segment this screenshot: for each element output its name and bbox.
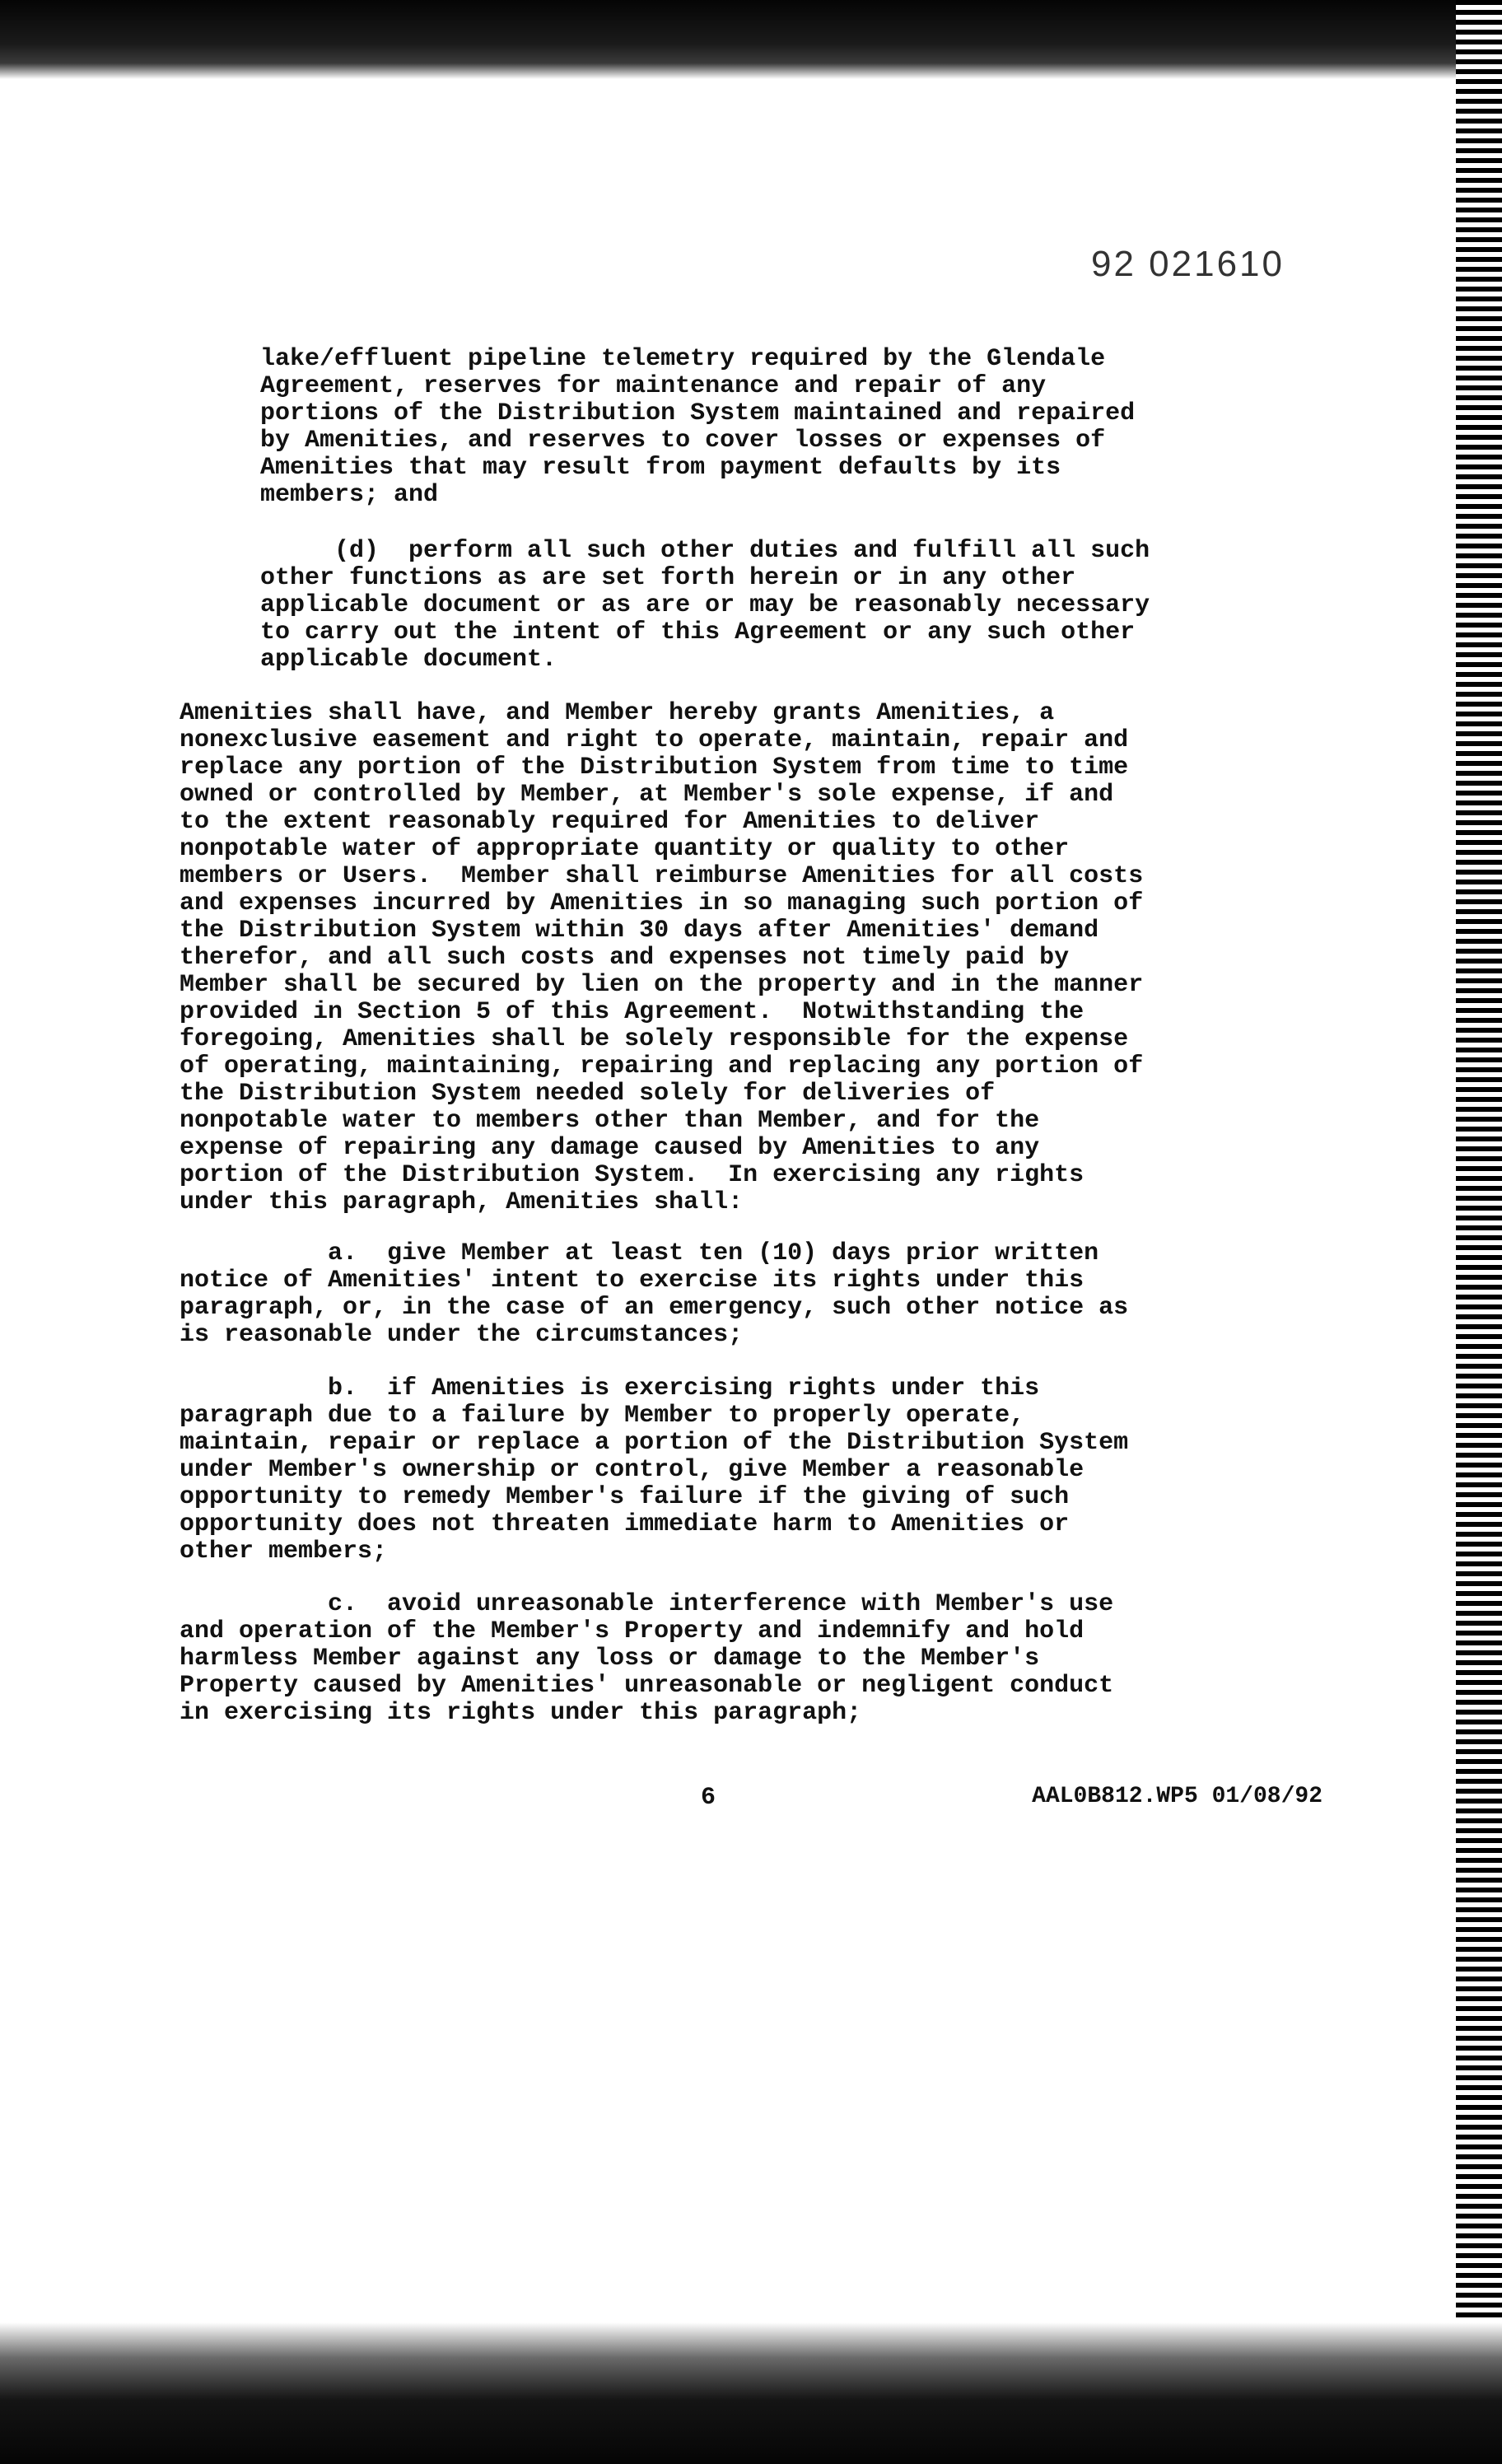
easement-paragraph: Amenities shall have, and Member hereby grants Amenities, a nonexclusive easement and right to operate, maintain, repair and replace any portion of the Distribution System from time to time owned or controlled by Member, at Member's sole expense, if and to the extent reasonably required for Amenities to deliver nonpotable water of appropriate quantity or quality to other members or Users. Member shall reimburse Amenities for all costs and expenses incurred by Amenities in so managing such portion of the Distribution System within 30 days after Amenities' demand therefor, and all such costs and expenses not timely paid by Member shall be secured by lien on the property and in the manner provided in Section 5 of this Agreement. Notwithstanding the foregoing, Amenities shall be solely responsible for the expense of operating, maintaining, repairing and replacing any portion of the Distribution System needed solely for deliveries of nonpotable water to members other than Member, and for the expense of repairing any damage caused by Amenities to any portion of the Distribution System. In exercising any rights under this paragraph, Amenities shall: bbox=[180, 699, 1144, 1216]
paragraph-c-continued: lake/effluent pipeline telemetry required by the Glendale Agreement, reserves for maintenance and repair of any portions of the Distribution System maintained and repaired by Amenities, and reserves to cover losses or expenses of Amenities that may result from payment defaults by its members; and bbox=[260, 345, 1136, 509]
list-item-b: b. if Amenities is exercising rights under this paragraph due to a failure by Member to properly operate, maintain, repair or replace a portion of the Distribution System under Member's ownership or control, give Member a reasonable opportunity to remedy Member's failure if the giving of such opportunity does not threaten immediate harm to Amenities or other members; bbox=[180, 1374, 1129, 1566]
page-number: 6 bbox=[700, 1784, 716, 1812]
list-item-a: a. give Member at least ten (10) days prior written notice of Amenities' intent to exercise its rights under this paragraph, or, in the case of an emergency, such other notice as is reasonable under the circumstances; bbox=[180, 1239, 1129, 1349]
document-reference: AAL0B812.WP5 01/08/92 bbox=[1032, 1784, 1322, 1809]
list-item-c: c. avoid unreasonable interference with Member's use and operation of the Member's Property and indemnify and hold harmless Member against any loss or damage to the Member's Property caused by Amenities' unreasonable or negligent conduct in exercising its rights under this paragraph; bbox=[180, 1590, 1114, 1727]
scan-border-bottom bbox=[0, 2322, 1502, 2464]
scan-border-top bbox=[0, 0, 1502, 79]
paragraph-d: (d) perform all such other duties and fulfill all such other functions as are set forth herein or in any other applicable document or as are or may be reasonably necessary to carry out the intent of this Agreement or any such other applicable document. bbox=[260, 537, 1150, 674]
document-number: 92 021610 bbox=[1091, 244, 1285, 284]
scan-border-right bbox=[1456, 0, 1502, 2464]
